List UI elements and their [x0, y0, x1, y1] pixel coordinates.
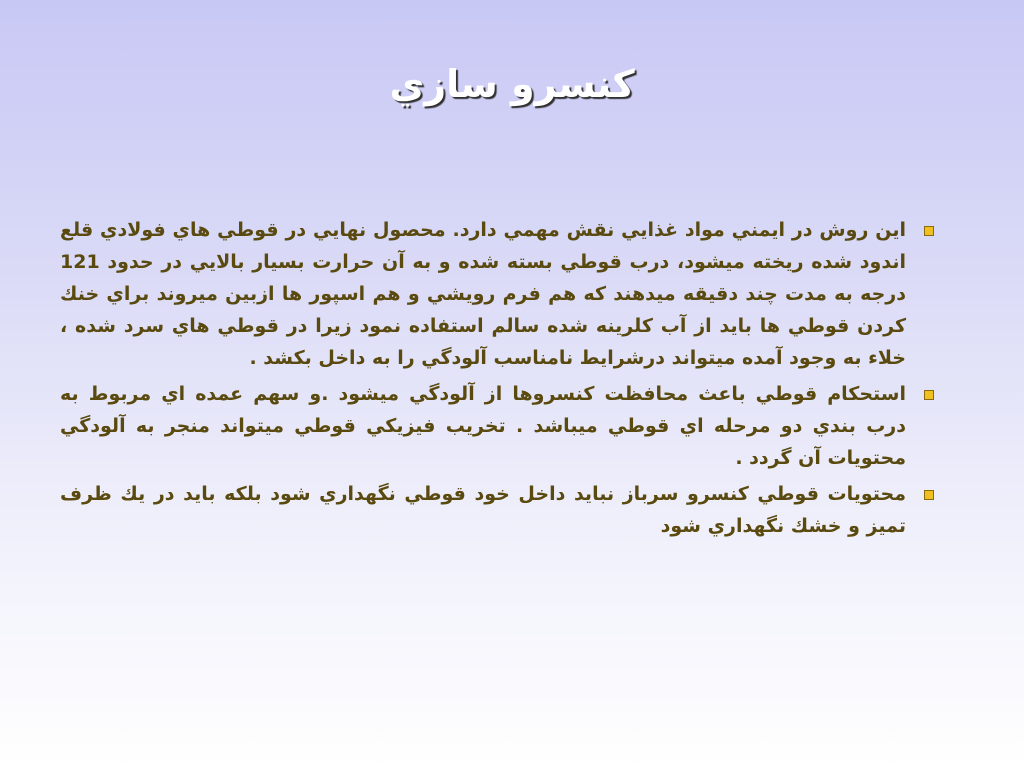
slide-title: كنسرو سازي [389, 62, 635, 106]
square-bullet-icon [924, 226, 934, 236]
bullet-text: اين روش در ايمني مواد غذايي نقش مهمي دارد. محصول نهايي در قوطي هاي فولادي قلع اندود شده ريخته ميشود، درب قوطي بسته شده و به آن حرارت بسيار بالايي در حدود 121 درجه به مدت چند دقيقه ميدهند كه هم فرم رويشي و هم اسپور ها ازبين ميروند براي خنك كردن قوطي ها بايد از آب كلرينه شده سالم استفاده نمود زيرا در قوطي هاي سرد شده ، خلاء به وجود آمده ميتواند درشرايط نامناسب آلودگي را به داخل بكشد . [60, 219, 906, 369]
bullet-list [60, 214, 940, 546]
square-bullet-icon [924, 490, 934, 500]
bullet-text: استحكام قوطي باعث محافظت كنسروها از آلودگي ميشود .و سهم عمده اي مربوط به درب بندي دو مرحله اي قوطي ميباشد . تخريب فيزيكي قوطي ميتواند منجر به آلودگي محتويات آن گردد . [60, 383, 906, 469]
list-item [60, 378, 940, 474]
list-item [60, 478, 940, 542]
list-item [60, 214, 940, 374]
square-bullet-icon [924, 390, 934, 400]
bullet-text: محتويات قوطي كنسرو سرباز نبايد داخل خود قوطي نگهداري شود بلكه بايد در يك ظرف تميز و خشك نگهداري شود [60, 483, 906, 537]
